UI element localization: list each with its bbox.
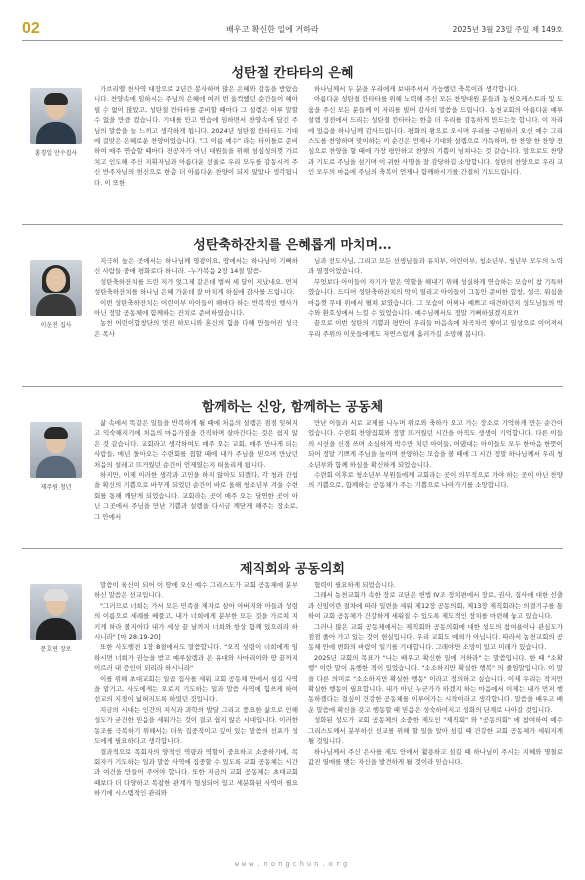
article-text-left: 지극히 높은 곳에서는 하나님께 영광이요, 땅에서는 하나님이 기뻐하신 사람들 중에 평화로다 하니라. -누가복음 2장 14절 말씀- 성탄축하잔치를 드린 지가 엊그제 같은데 벌써 세 달이 지났네요. 먼저 성탄축하잔치를 하나님 은혜 가운데 잘 마치게 하심에 감사를 드립니다. 이번 성탄축하잔치는 어린이부 아이들이 해마다 하는 반복적인 행사가 아닌 정말 공동체에 함께하는 잔치로 준비하였습니다. 농천 어린이합창단의 멋진 하모니와 혼신의 힘을 다해 만들어진 성극은 목사 <box>94 257 298 338</box>
article-title: 함께하는 신앙, 함께하는 공동체 <box>201 400 384 415</box>
article-title: 제직회와 공동의회 <box>240 562 345 577</box>
article-text-right: 님과 전도사님, 그리고 모든 선생님들과 유치부, 어린이부, 청소년부, 청년부 모두의 노력과 열정이었습니다. 무엇보다 아이들이 자기가 맡은 역할을 해내기 위해 성실하게 연습하는 모습이 참 기특하였습니다. 드디어 성탄축하잔치의 막이 열리고 아이들이 그동안 준비한 합창, 성극, 워십을 마음껏 무대 위에서 펼쳐 보였습니다. 그 모습이 어찌나 예쁘고 대견하던지 성도님들의 박수와 환호성에서 느낄 수 있었습니다. 예수님께서도 정말 기뻐하셨겠지요?! 끝으로 이번 성탄의 기쁨과 평안이 우리들 마음속에 차곡차곡 쌓이고 일상으로 이어져서 우리 주위의 이웃들에게도 자연스럽게 흘러가길 소망해 봅니다. <box>308 257 563 338</box>
header-divider <box>22 40 563 41</box>
article-text-left: 삶 속에서 똑같은 일들을 반복하게 될 때에 처음의 설렘은 점점 잊혀지고 익숙해지기에 처음의 마음가짐을 간직하며 살아간다는 것은 쉽지 않은 것 같습니다. 교회라고 생각하여도 매주 오는 교회, 매주 만나게 되는 사람들, 매년 돌아오는 수련회를 접할 때에 내가 주님을 믿으며 만났던 처음의 설레고 뜨거웠던 순간이 언제였는지 떠올리게 됩니다. 하지만, 이제 이러한 생각과 고민을 하지 않아도 되겠다, 각 청과 간섭을 확신의 기쁨으로 바꾸게 되었던 순간이 바로 올해 청소년부 겨울 수련회를 통해 깨닫게 되었습니다. 교회라는 곳이 매주 오는 당연한 곳이 아닌 그곳에서 주님을 만난 기쁨과 설렘을 다시금 깨닫게 해주는 장소로, 그 안에서 <box>94 419 298 521</box>
page-header <box>0 0 585 44</box>
article-christmas-party <box>22 234 563 384</box>
article-community <box>22 396 563 536</box>
article-text-left: 말씀이 육신이 되어 이 땅에 오신 예수 그리스도가 교회 공동체에 분부하신 말씀은 선교입니다. "그러므로 너희는 가서 모든 민족을 제자로 삼아 아버지와 아들과 성령의 이름으로 세례를 베풀고, 내가 너희에게 분부한 모든 것을 가르쳐 지키게 하라 볼지어다 내가 세상 끝 날까지 너희와 항상 함께 있으리라 하시니라" [마 28:19-20] 또한 사도행전 1장 8절에서도 말씀합니다. "오직 성령이 너희에게 임하시면 너희가 권능을 받고 예루살렘과 온 유대와 사마리아와 땅 끝까지 이르러 내 증인이 되리라 하시니라" 이를 위해 초대교회는 일곱 집사를 세워 교회 공동체 안에서 섬길 사역을 맡기고, 사도에게는 오로지 기도하는 일과 말씀 사역에 힘쓰게 하여 선교의 지경이 넓혀지도록 하였던 것입니다. 지금의 시대는 인간의 지식과 과학의 발달 그리고 풍요한 삶으로 인해 성도가 굳건한 믿음을 세워가는 것이 결코 쉽지 않은 시대입니다. 이러한 동조를 극복하기 위해서는 더욱 집중적이고 깊이 있는 말씀의 선포가 성도에게 필요하다고 생각합니다. 결과적으로 목회자의 양적인 역량과 역할이 중요하고 소중하기에, 목회자가 기도하는 일과 말씀 사역에 집중할 수 있도록 교회 공동체는 시간과 여건을 만들어 주어야 합니다. 또한 지금의 교회 공동체는 초대교회 때보다 더 다양하고 복잡한 관계가 형성되어 있고 세분화된 사역이 필요하기에 시스템적인 관리와 <box>94 581 298 798</box>
section-divider <box>22 224 563 225</box>
header-motto: 배우고 확신한 일에 거하라 <box>226 25 319 34</box>
author-photo <box>30 584 82 640</box>
author-photo <box>30 422 82 478</box>
article-text-right: 하나님께서 두 분을 우리에게 보내주셔서 가능했던 축복이라 생각합니다. 아름다운 성탄절 칸타타를 위해 노력해 주신 모든 찬양대원 분들과 농천오케스트라 및 도움을 주신 모든 분들께 이 자리를 빌어 감사의 말씀을 드립니다. 농천교회의 아름다운 예루살렘 성전에서 드리는 성탄절 칸타타는 한층 더 우리를 감동하게 만드는듯 합니다. 이 자리에 있음을 하나님께 감사드립니다. 평화의 왕으로 오시며 우리를 구원하러 오신 예수 그리스도를 찬양하며 맞이하는 이 순간은 언제나 기대와 설렘으로 가득하며, 한 찬양 한 찬양 전심으로 찬양을 할 때에 가장 평안하고 찬양의 기쁨이 넘쳐나는 것 같습니다. 앞으로도 찬양과 기도로 주님을 섬기며 이 귀한 사명을 잘 감당하길 소망합니다. 성탄의 찬양으로 우리 교인 모두의 마음에 주님의 축복이 언제나 함께하시기를 간절히 기도드립니다. <box>308 85 563 177</box>
article-text-left: 가브리엘 천사역 대장으로 2년간 봉사하며 많은 은혜와 감동을 받았습니다. 찬양속에 임하시는 주님의 은혜에 여러 번 울컥했던 순간들이 헤아릴 수 없이 많았고, 성탄절 칸타타를 준비할 때마다 그 설렘은 이루 말할 수 없을 만큼 컸습니다. 기대를 안고 연습에 임하면서 찬양속에 담긴 주님의 말씀을 늘 느끼고 생각하게 됩니다. 2024년 성탄절 칸타타도 기대에 걸맞은 은혜로운 찬양이었습니다. "그 이름 예수" 라는 타이틀로 준비하여 매주 연습할 때마다 전공자가 아닌 대원들을 위해 섬심성의껏 가르치고 인도해 주신 지휘자님과 아름다운 선율로 우리 모두를 감동시켜 주신 반주자님의 헌신으로 한층 더 아름다운 찬양이 되지 않았나 생각됩니다. 이 또한 <box>94 85 298 187</box>
author-caption: 홍경일 안수집사 <box>34 150 78 157</box>
article-council <box>22 558 563 854</box>
author-photo <box>30 88 82 144</box>
author-caption: 제주원 청년 <box>40 484 72 491</box>
article-title: 성탄축하잔치를 은혜롭게 마치며... <box>193 238 392 253</box>
issue-info: 2025년 3월 23일 주일 제 149호 <box>452 25 563 34</box>
article-cantata <box>22 62 563 222</box>
site-url: www.nongchun.org <box>234 860 351 868</box>
author-photo <box>30 260 82 316</box>
author-caption: 문호연 장로 <box>40 646 72 653</box>
page-number: 02 <box>22 20 40 37</box>
article-text-right: 만난 이들과 서로 교제를 나누며 위로와 축하가 오고 가는 장소로 기억하게 만든 순간이었습니다. 수련회 찬양집회와 정말 뜨거웠던 시간을 아직도 생생이 기억합니다. 다른 이들의 시선을 신경 쓰며 소심하게 박수만 치던 아이들, 어댔대는 아이들도 모두 한마음 한뜻이 되어 정말 기쁘게 주님을 높이며 찬양하는 모습을 볼 때에 그 시간 정말 하나님께서 우리 청소년부와 함께 하심을 확신하게 되었습니다. 수련회 이후로 청소년부 부원들에게 교회라는 곳이 의무적으로 가야 하는 곳이 아닌 찬양의 기쁨으로, 함께하는 공동체가 주는 기쁨으로 나아가기를 소망합니다. <box>308 419 563 490</box>
article-title: 성탄절 칸타타의 은혜 <box>231 66 354 81</box>
article-text-right: 협력이 필요하게 되었습니다. 그래서 농천교회가 속한 장로 교단은 헌법 IV조 정치편에서 장로, 권사, 집사에 대한 선출과 신임이란 절차에 따라 일련을 세워 제12장 공동의회, 제13장 제직회라는 의결기구를 통하여 교회 공동체가 건강하게 세워질 수 있도록 제도적인 장치를 마련해 놓고 있습니다. 그러나 많은 교회 공동체에서는 제직회와 공동의회에 대한 성도의 참여율이나 관심도가 점점 줄어 가고 있는 것이 현실입니다. 우리 교회도 예외가 아닙니다. 따라서 농천교회의 공동체 안에 변화의 바람이 일기를 기대합니다. 그래야만 소망이 있고 미래가 있습니다. 2025년 교회의 목표가 "나는 배우고 확신한 일에 거하라" 는 말씀입니다. 한 때 "소확행" 이란 말이 유행한 적이 있었습니다. "소소하지만 확실한 행복" 의 줄임말입니다. 이 말을 다른 의미로 "소소하지만 확실한 행동" 이라고 정의하고 싶습니다. 이제 우리는 작지만 확실한 행동이 필요합니다. 내가 아닌 누군가가 하겠지 하는 마음에서 이제는 내가 먼저 행동하겠다는 결심이 건강한 공동체를 이루어가는 시작이라고 생각합니다. 말씀을 배우고 배운 말씀에 확신을 갖고 행동할 때 믿음은 성숙하여지고 성화의 단계로 나아갈 것입니다. 성화된 성도가 교회 공동체의 소중한 제도인 "제직회" 와 "공동의회" 에 참여하여 예수 그리스도께서 분부하신 선교를 위해 할 일을 알아 섬길 때 건강한 교회 공동체가 세워지게 될 것입니다. 하나님께서 주신 은사를 제도 안에서 활용하고 섬길 때 하나님이 주시는 지혜와 명철로 값진 열매를 맺는 자신을 발견하게 될 것이라 믿습니다. <box>308 581 563 766</box>
section-divider <box>22 548 563 549</box>
section-divider <box>22 386 563 387</box>
author-caption: 이운진 집사 <box>40 322 72 329</box>
